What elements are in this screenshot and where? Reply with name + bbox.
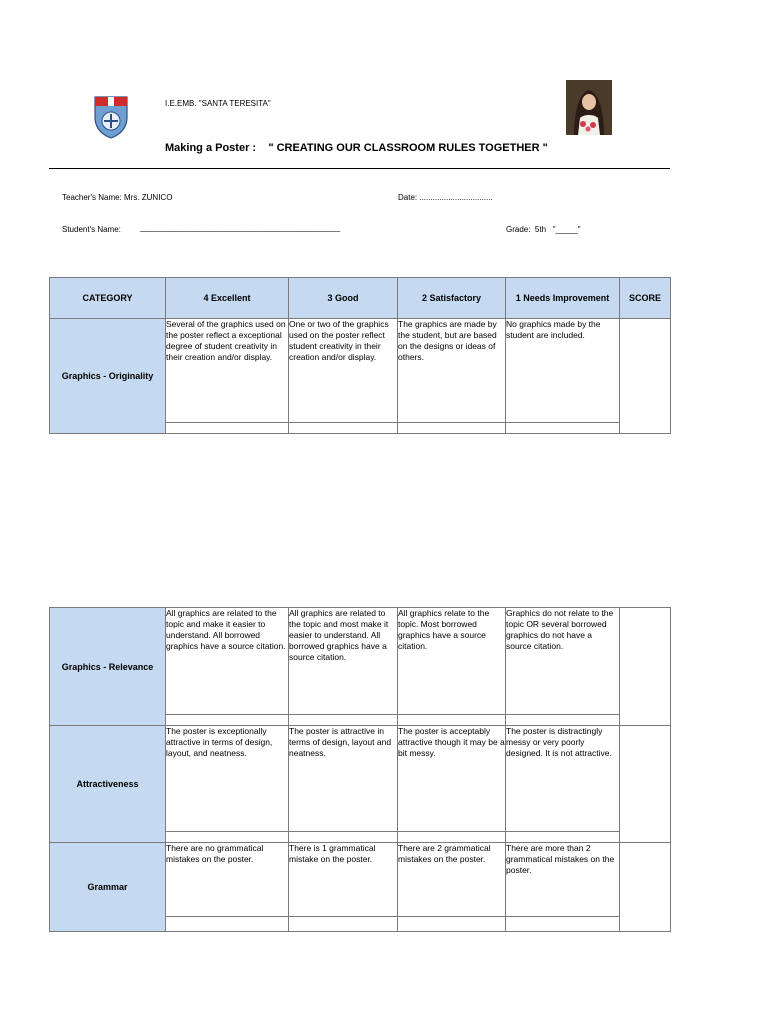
criteria-cell: One or two of the graphics used on the poster reflect student creativity in their creation and/or display. (289, 319, 398, 423)
student-name-line: _____________________________________________ (140, 223, 341, 232)
teacher-name: Teacher's Name: Mrs. ZUNICO (62, 193, 173, 202)
criteria-cell: No graphics made by the student are included. (506, 319, 620, 423)
criteria-cell: There are 2 grammatical mistakes on the poster. (398, 843, 506, 917)
score-cell[interactable] (620, 843, 671, 932)
date-field: Date: ................................. (398, 193, 493, 202)
student-name-label: Student's Name: (62, 225, 121, 234)
document-title: Making a Poster : " CREATING OUR CLASSROOM RULES TOGETHER " (165, 142, 548, 154)
saint-portrait-image (566, 80, 612, 135)
criteria-cell: Several of the graphics used on the poster reflect a exceptional degree of student creativity in their creation and/or display. (166, 319, 289, 423)
criteria-cell: There are more than 2 grammatical mistakes on the poster. (506, 843, 620, 917)
score-cell[interactable] (620, 726, 671, 843)
criteria-cell: Graphics do not relate to the topic OR several borrowed graphics do not have a source citation. (506, 608, 620, 715)
category-cell: Graphics - Originality (50, 319, 166, 434)
column-header-good: 3 Good (289, 278, 398, 319)
criteria-cell: All graphics relate to the topic. Most borrowed graphics have a source citation. (398, 608, 506, 715)
column-header-score: SCORE (620, 278, 671, 319)
column-header-needs-improvement: 1 Needs Improvement (506, 278, 620, 319)
score-cell[interactable] (620, 319, 671, 434)
category-cell: Attractiveness (50, 726, 166, 843)
criteria-cell: The poster is attractive in terms of design, layout and neatness. (289, 726, 398, 832)
criteria-cell: There is 1 grammatical mistake on the poster. (289, 843, 398, 917)
criteria-cell: The poster is acceptably attractive though it may be a bit messy. (398, 726, 506, 832)
criteria-cell: All graphics are related to the topic and make it easier to understand. All borrowed graphics have a source citation. (166, 608, 289, 715)
grade-field: Grade: 5th "_____" (506, 225, 581, 234)
column-header-category: CATEGORY (50, 278, 166, 319)
title-divider (49, 168, 670, 169)
column-header-satisfactory: 2 Satisfactory (398, 278, 506, 319)
column-header-excellent: 4 Excellent (166, 278, 289, 319)
category-cell: Graphics - Relevance (50, 608, 166, 726)
criteria-cell: The poster is distractingly messy or very poorly designed. It is not attractive. (506, 726, 620, 832)
criteria-cell: All graphics are related to the topic and most make it easier to understand. All borrowed graphics have a source citation. (289, 608, 398, 715)
criteria-cell: The poster is exceptionally attractive in terms of design, layout, and neatness. (166, 726, 289, 832)
school-name: I.E.EMB. "SANTA TERESITA" (165, 99, 271, 108)
rubric-table-bottom (49, 607, 671, 932)
rubric-table-top (49, 277, 671, 434)
criteria-cell: The graphics are made by the student, but are based on the designs or ideas of others. (398, 319, 506, 423)
school-crest-icon (92, 93, 130, 139)
score-cell[interactable] (620, 608, 671, 726)
criteria-cell: There are no grammatical mistakes on the poster. (166, 843, 289, 917)
category-cell: Grammar (50, 843, 166, 932)
